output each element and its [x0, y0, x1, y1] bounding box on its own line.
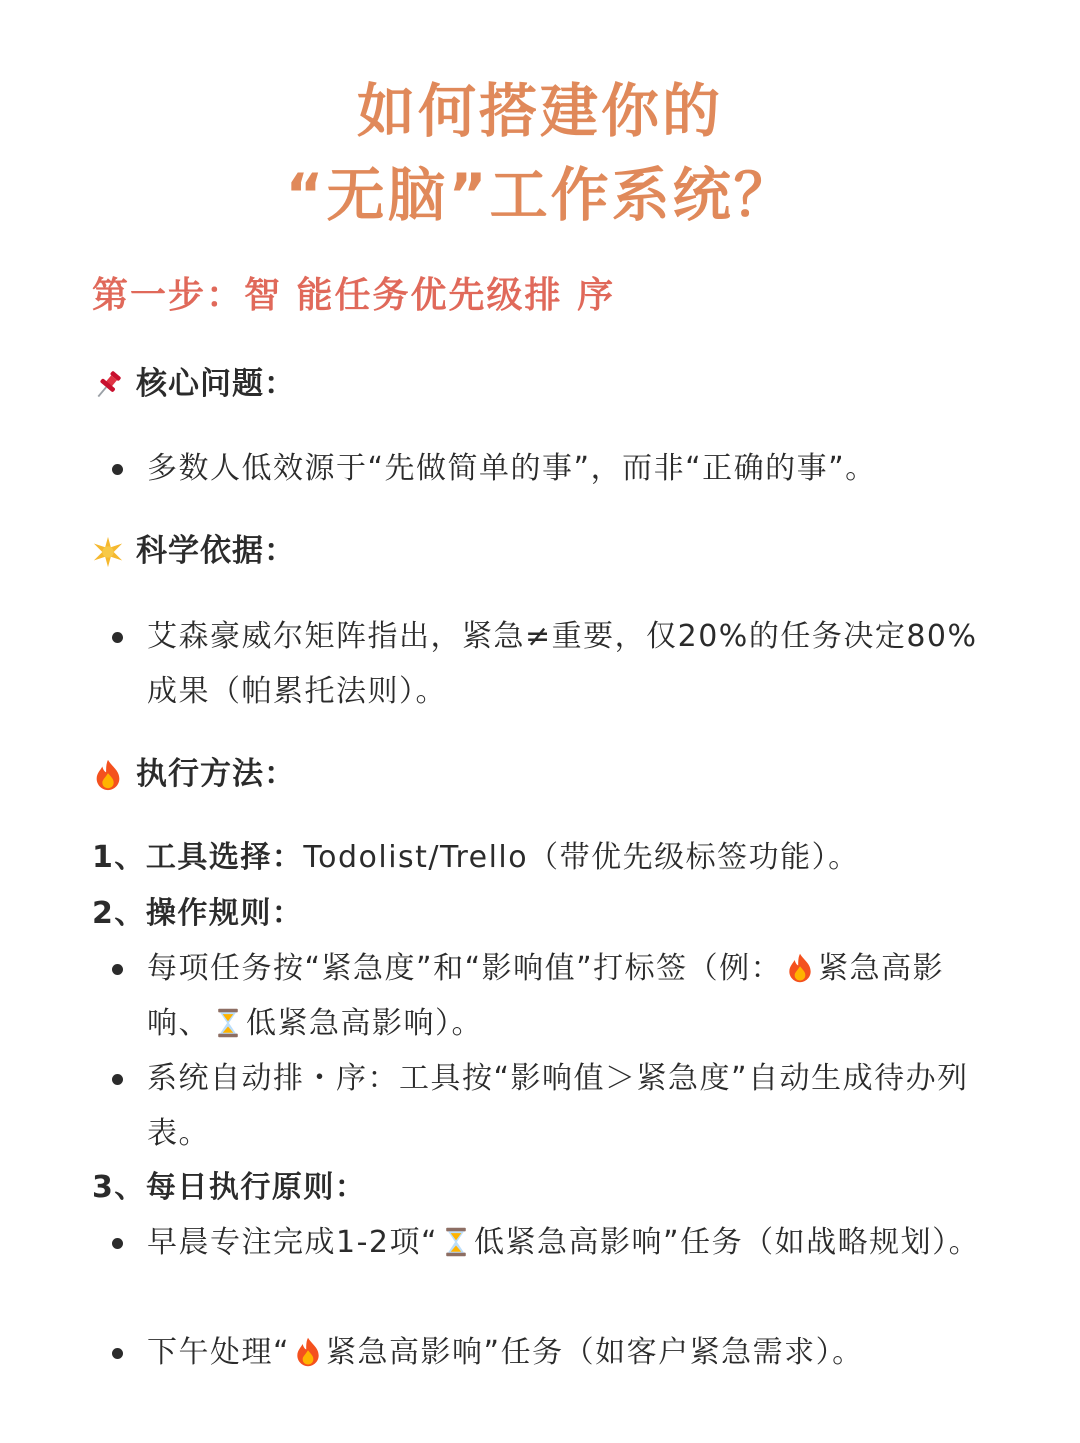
- daily-bullet-2: [112, 1325, 992, 1380]
- science-basis-bullet: [112, 609, 992, 719]
- step-tools: [92, 840, 860, 876]
- fire-icon: [784, 947, 816, 979]
- step-daily: [92, 1170, 366, 1206]
- bullet-dot: [112, 1348, 123, 1359]
- rules-bullet-1-part3: 低紧急高影响）。: [246, 1006, 483, 1041]
- daily-bullet-1-part1: 早晨专注完成1-2项“: [147, 1225, 439, 1260]
- sparkle-star-icon: [90, 534, 126, 570]
- core-problem-text: 多数人低效源于“先做简单的事”，而非“正确的事”。: [147, 451, 877, 486]
- science-basis-heading-text: 科学依据：: [136, 533, 296, 569]
- daily-bullet-2-part1: 下午处理“: [147, 1335, 291, 1370]
- science-basis-text: 艾森豪威尔矩阵指出，紧急≠重要，仅20%的任务决定80%成果（帕累托法则）。: [147, 619, 978, 709]
- core-problem-heading: [90, 366, 296, 403]
- hourglass-icon: [212, 1002, 244, 1034]
- daily-bullet-2-part2: 紧急高影响”任务（如客户紧急需求）。: [326, 1335, 864, 1370]
- step-daily-label: 3、每日执行原则：: [92, 1170, 367, 1205]
- core-problem-heading-text: 核心问题：: [136, 366, 296, 402]
- step-tools-text: Todolist/Trello（带优先级标签功能）。: [303, 840, 860, 875]
- pushpin-icon: [90, 367, 126, 403]
- core-problem-bullet: [112, 441, 992, 496]
- fire-icon: [292, 1331, 324, 1363]
- rules-bullet-2: [112, 1051, 992, 1161]
- bullet-dot: [112, 1238, 123, 1249]
- rules-bullet-1-part1: 每项任务按“紧急度”和“影响值”打标签（例：: [147, 951, 783, 986]
- science-basis-heading: [90, 533, 296, 570]
- step-rules: [92, 896, 303, 932]
- page-title-line2: “无脑”工作系统？: [285, 161, 795, 229]
- rules-bullet-2-text: 系统自动排・序：工具按“影响值＞紧急度”自动生成待办列表。: [147, 1061, 969, 1151]
- step-rules-label: 2、操作规则：: [92, 896, 304, 931]
- hourglass-icon: [440, 1221, 472, 1253]
- daily-bullet-1: [112, 1215, 992, 1270]
- rules-bullet-1: [112, 941, 992, 1051]
- bullet-dot: [112, 1074, 123, 1085]
- daily-bullet-1-part2: 低紧急高影响”任务（如战略规划）。: [474, 1225, 981, 1260]
- daily-bullet-1-text: [112, 1215, 992, 1270]
- execution-method-heading: [90, 756, 296, 793]
- page-title-line1: 如何搭建你的: [356, 77, 723, 145]
- fire-icon: [90, 757, 126, 793]
- execution-method-heading-text: 执行方法：: [136, 756, 296, 792]
- rules-bullet-1-text: [112, 941, 992, 1051]
- step-heading: 第一步：智 能任务优先级排 序: [92, 275, 616, 316]
- bullet-dot: [112, 964, 123, 975]
- daily-bullet-2-text: [112, 1325, 992, 1380]
- bullet-dot: [112, 464, 123, 475]
- rules-bullet-1-part2: 紧急高影响、: [147, 951, 945, 1041]
- step-tools-label: 1、工具选择：: [92, 840, 304, 875]
- bullet-dot: [112, 632, 123, 643]
